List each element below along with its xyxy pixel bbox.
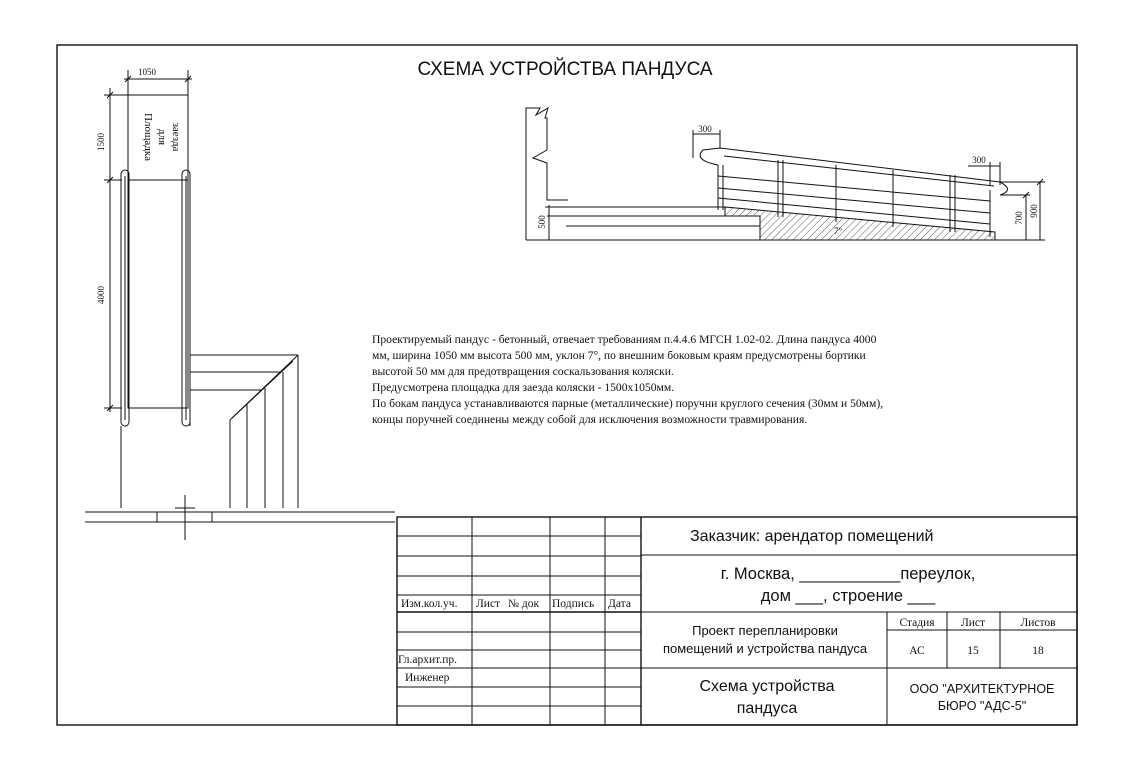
stamp-stage-label: Стадия [899, 617, 935, 629]
drawing-title: СХЕМА УСТРОЙСТВА ПАНДУСА [417, 59, 713, 80]
stamp-company-line1: ООО "АРХИТЕКТУРНОЕ [909, 682, 1055, 696]
stamp-customer: Заказчик: арендатор помещений [690, 528, 934, 545]
stamp-header-date: Дата [608, 598, 631, 610]
description-line: По бокам пандуса устанавливаются парные (металлические) поручни круглого сечения (30мм и 50мм), [372, 397, 884, 411]
ramp-body [128, 180, 188, 408]
ramp-description [372, 332, 1012, 429]
stamp-drawing-line2: пандуса [736, 700, 798, 717]
stamp-header-signature: Подпись [552, 598, 595, 610]
description-line: мм, ширина 1050 мм высота 500 мм, уклон 7°, по внешним боковым краям предусмотрены бортики [372, 349, 866, 363]
stamp-header-izm: Изм.кол.уч. [401, 598, 458, 610]
dim-top-left-label: 300 [698, 124, 712, 134]
stamp-project-line2: помещений и устройства пандуса [662, 641, 868, 656]
description-line: Проектируемый пандус - бетонный, отвечает требованиям п.4.4.6 МГСН 1.02-02. Длина пандуса 4000 [372, 333, 877, 346]
stamp-drawing-line1: Схема устройства [699, 678, 835, 695]
dim-ramp-label: 4000 [96, 286, 106, 304]
dim-top-right-label: 300 [972, 155, 986, 165]
stamp-header-list: Лист [476, 598, 501, 610]
stamp-address-line2: дом ___, строение ___ [760, 587, 936, 605]
handrail-upper [700, 148, 1007, 195]
platform-label-line2: для [156, 128, 168, 146]
stamp-role-chief-architect: Гл.архит.пр. [398, 654, 457, 666]
platform-label-line1: Площадка [142, 113, 154, 161]
building-wall [526, 108, 568, 240]
handrail-middle [718, 176, 990, 201]
description-line: высотой 50 мм для предотвращения соскальзования коляски. [372, 365, 674, 379]
platform-label-line3: заезда [170, 122, 182, 152]
stamp-role-engineer: Инженер [405, 672, 450, 684]
stamp-sheet-label: Лист [960, 617, 986, 629]
stamp-sheets-label: Листов [1020, 617, 1056, 629]
description-line: Предусмотрена площадка для заезда коляски - 1500х1050мм. [372, 381, 675, 395]
stamp-address-line1: г. Москва, ___________переулок, [720, 565, 976, 583]
ramp-plan-view [85, 70, 395, 540]
stamp-project-line1: Проект перепланировки [692, 623, 838, 638]
description-line: концы поручней соединены между собой для исключения возможности травмирования. [372, 413, 808, 427]
dim-base-label: 500 [537, 215, 547, 229]
dim-platform-label: 1500 [96, 133, 106, 151]
ramp-section-view [526, 108, 1045, 240]
dim-rail-low-label: 700 [1014, 211, 1024, 225]
dim-rail-high-label: 900 [1029, 204, 1039, 218]
stamp-sheets-value: 18 [1032, 645, 1044, 657]
stamp-sheet-value: 15 [967, 645, 979, 657]
platform-label [142, 113, 182, 161]
stamp-company-line2: БЮРО "АДС-5" [937, 699, 1027, 713]
dim-width-label: 1050 [138, 67, 156, 77]
stamp-stage-value: АС [909, 645, 925, 657]
stamp-header-doc: № док [508, 598, 540, 610]
slope-label: 7° [833, 226, 843, 236]
